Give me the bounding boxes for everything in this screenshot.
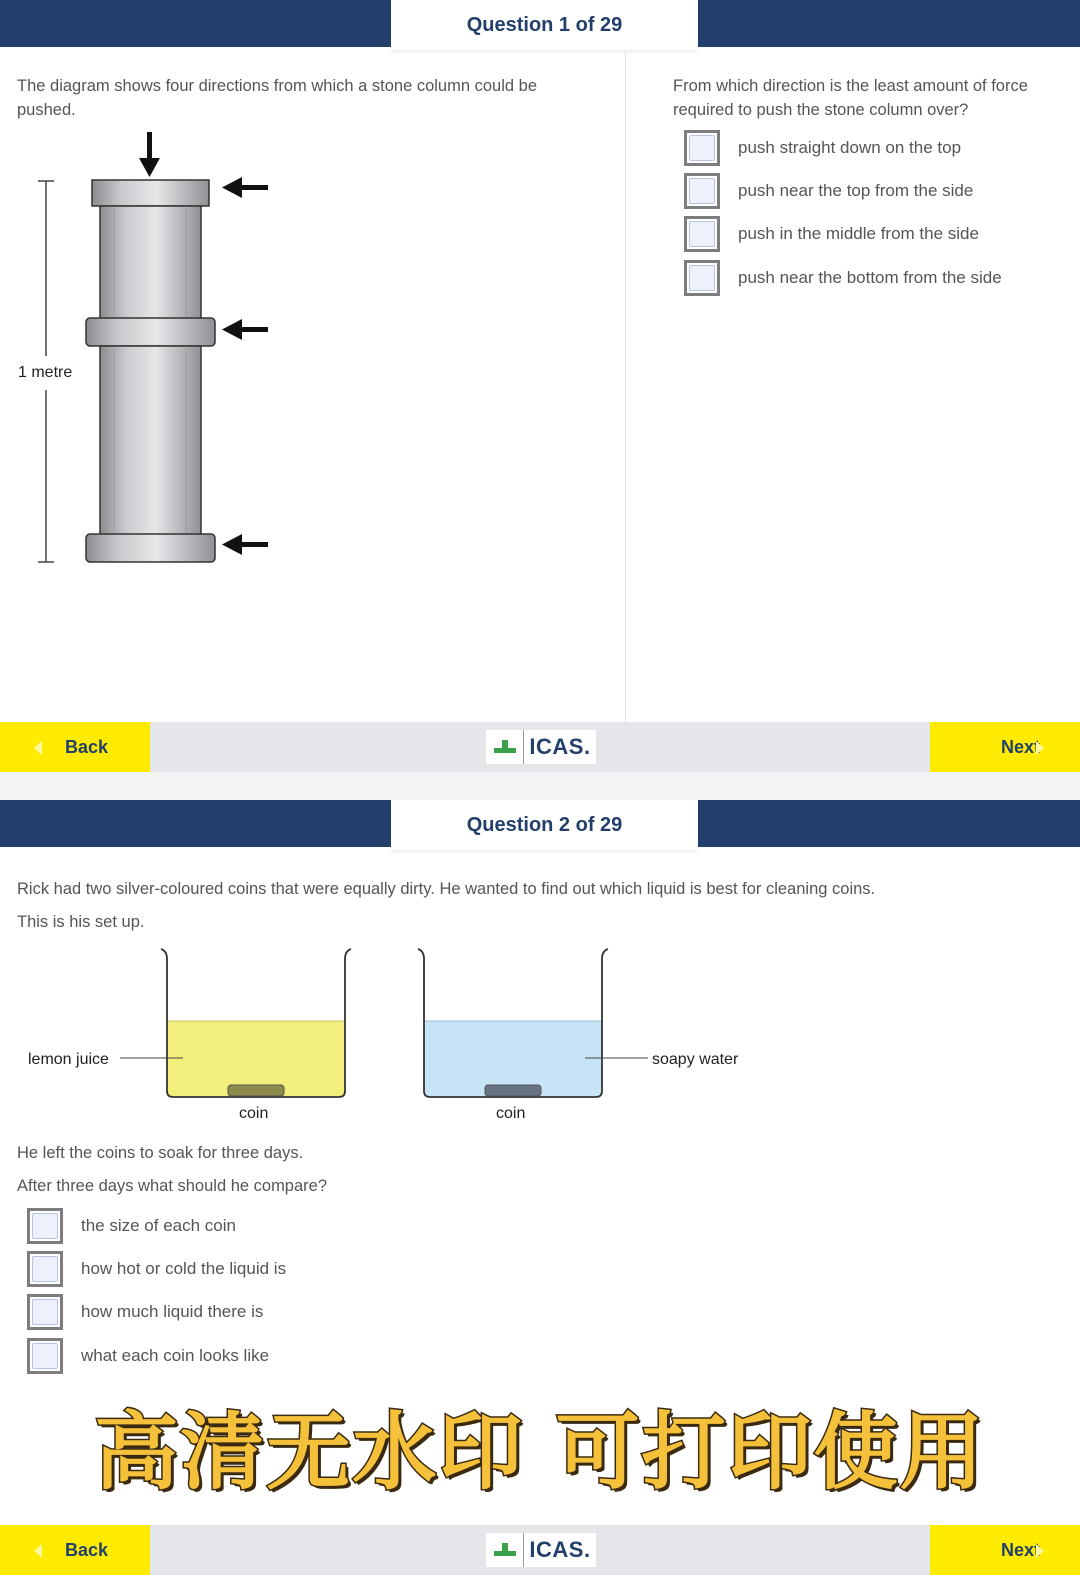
- soapy-water-label: soapy water: [652, 1051, 739, 1068]
- next-label: Next: [1000, 736, 1040, 757]
- coin-label-right: coin: [496, 1105, 526, 1122]
- lemon-juice-label: lemon juice: [28, 1051, 109, 1068]
- arrow-down-top-icon: [139, 132, 160, 177]
- option-label: what each coin looks like: [81, 1346, 270, 1365]
- chevron-left-icon: [34, 1544, 42, 1558]
- arrow-side-bottom-icon: [222, 534, 268, 555]
- option-label: the size of each coin: [81, 1216, 236, 1235]
- beakers-diagram: [20, 945, 760, 1125]
- footer-nav: [0, 1525, 1080, 1575]
- question-counter: Question 2 of 29: [391, 800, 698, 850]
- option-checkbox[interactable]: [27, 1251, 63, 1287]
- question-1-screen: [0, 0, 1080, 772]
- question-stem: The diagram shows four directions from which a stone column could be pushed.: [17, 77, 537, 119]
- option-checkbox[interactable]: [27, 1294, 63, 1330]
- back-label: Back: [65, 1539, 109, 1560]
- icas-logo-text: ICAS.: [529, 1537, 591, 1562]
- screen-gap: [0, 772, 1080, 800]
- option-label: push near the top from the side: [738, 181, 974, 200]
- next-button[interactable]: [930, 722, 1080, 772]
- option-a[interactable]: [27, 1208, 236, 1244]
- coin-label-left: coin: [239, 1105, 269, 1122]
- back-button[interactable]: [0, 722, 150, 772]
- option-label: push straight down on the top: [738, 138, 962, 157]
- option-checkbox[interactable]: [684, 260, 720, 296]
- option-label: how hot or cold the liquid is: [81, 1259, 287, 1278]
- question-stem: Rick had two silver-coloured coins that were equally dirty. He wanted to find out which liquid is best for cleaning coins.: [17, 880, 876, 898]
- column-divider: [625, 50, 626, 722]
- option-a[interactable]: [684, 130, 961, 166]
- footer-nav: [0, 722, 1080, 772]
- icas-logo-text: ICAS.: [529, 734, 591, 759]
- arrow-side-middle-icon: [222, 319, 268, 340]
- option-label: how much liquid there is: [81, 1302, 264, 1321]
- icas-logo: [486, 1533, 596, 1567]
- icas-mark-icon: [486, 730, 524, 764]
- next-button[interactable]: [930, 1525, 1080, 1575]
- option-checkbox[interactable]: [684, 130, 720, 166]
- option-checkbox[interactable]: [684, 173, 720, 209]
- option-c[interactable]: [27, 1294, 263, 1330]
- chevron-right-icon: [1036, 741, 1044, 755]
- question-prompt: After three days what should he compare?: [17, 1177, 328, 1195]
- option-d[interactable]: [27, 1338, 269, 1374]
- height-label: 1 metre: [18, 364, 73, 381]
- arrow-side-top-icon: [222, 177, 268, 198]
- back-button[interactable]: [0, 1525, 150, 1575]
- option-b[interactable]: [27, 1251, 286, 1287]
- setup-text: This is his set up.: [17, 913, 145, 931]
- icas-logo: [486, 730, 596, 764]
- coin-left-icon: [228, 1085, 284, 1096]
- next-label: Next: [1000, 1539, 1040, 1560]
- option-c[interactable]: [684, 216, 979, 252]
- watermark-banner: 高清无水印 可打印使用: [94, 1403, 986, 1501]
- option-checkbox[interactable]: [27, 1338, 63, 1374]
- coin-right-icon: [485, 1085, 541, 1096]
- option-label: push near the bottom from the side: [738, 268, 1002, 287]
- question-counter: Question 1 of 29: [391, 0, 698, 50]
- option-b[interactable]: [684, 173, 973, 209]
- question-prompt: From which direction is the least amount of force required to push the stone column over?: [673, 77, 1028, 119]
- icas-mark-icon: [486, 1533, 524, 1567]
- chevron-right-icon: [1036, 1544, 1044, 1558]
- option-label: push in the middle from the side: [738, 224, 979, 243]
- soak-text: He left the coins to soak for three days.: [17, 1144, 304, 1162]
- option-checkbox[interactable]: [27, 1208, 63, 1244]
- chevron-left-icon: [34, 741, 42, 755]
- stone-column-diagram: [10, 128, 290, 578]
- option-checkbox[interactable]: [684, 216, 720, 252]
- back-label: Back: [65, 736, 109, 757]
- option-d[interactable]: [684, 260, 1002, 296]
